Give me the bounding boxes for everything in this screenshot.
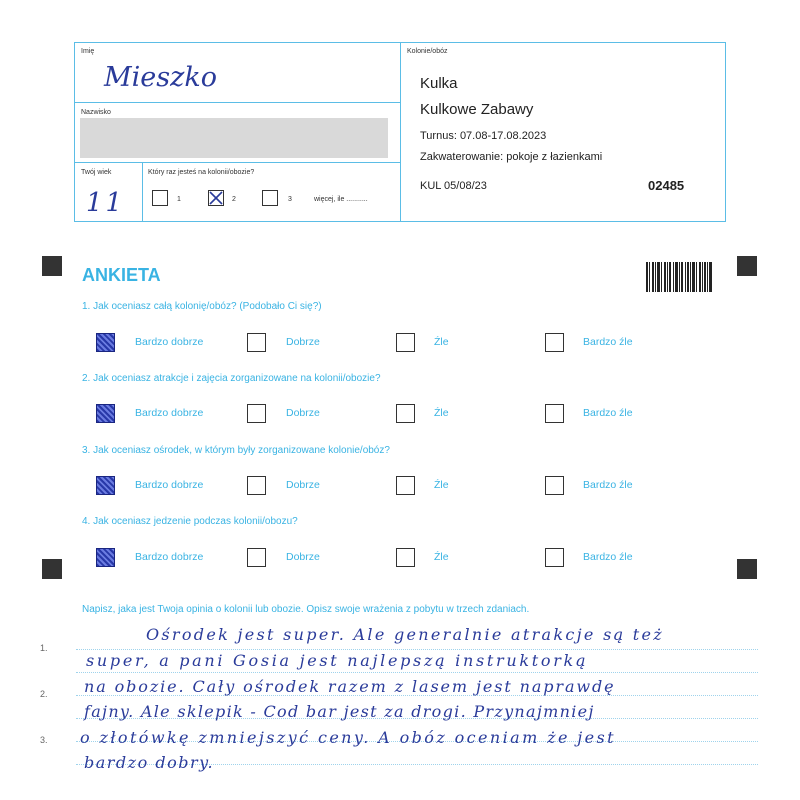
question-2: 2. Jak oceniasz atrakcje i zajęcia zorganizowane na kolonii/obozie? — [82, 373, 381, 384]
check-x-icon — [208, 190, 224, 206]
q4-option-dobrze-checkbox[interactable] — [247, 548, 266, 567]
q2-option-zle-checkbox[interactable] — [396, 404, 415, 423]
q3-option-bardzo-dobrze-label: Bardzo dobrze — [135, 479, 204, 491]
registration-mark — [737, 559, 757, 579]
wiek-value: 11 — [86, 188, 126, 218]
registration-mark — [42, 559, 62, 579]
visit-count-option-2: 2 — [232, 196, 236, 203]
turnus: Turnus: 07.08-17.08.2023 — [420, 130, 547, 142]
q2-option-zle-label: Źle — [434, 407, 449, 419]
q4-option-bardzo-zle-label: Bardzo źle — [583, 551, 633, 563]
handwritten-line-2: super, a pani Gosia jest najlepszą instruktorką — [86, 651, 589, 670]
handwritten-line-1: Ośrodek jest super. Ale generalnie atrakcje są też — [146, 625, 665, 644]
q2-option-bardzo-zle-checkbox[interactable] — [545, 404, 564, 423]
q1-option-bardzo-zle-checkbox[interactable] — [545, 333, 564, 352]
registration-mark — [737, 256, 757, 276]
writing-line — [76, 649, 758, 650]
divider — [142, 162, 143, 222]
question-4: 4. Jak oceniasz jedzenie podczas kolonii/obozu? — [82, 516, 298, 527]
q1-option-zle-label: Źle — [434, 336, 449, 348]
barcode-icon — [646, 262, 712, 292]
handwritten-line-4: fajny. Ale sklepik - Cod bar jest za drogi. Przynajmniej — [84, 702, 595, 721]
q2-option-bardzo-dobrze-checkbox[interactable] — [96, 404, 115, 423]
q4-option-bardzo-dobrze-label: Bardzo dobrze — [135, 551, 204, 563]
q2-option-dobrze-label: Dobrze — [286, 407, 320, 419]
camp-name: Kulka — [420, 75, 458, 92]
camp-subtitle: Kulkowe Zabawy — [420, 101, 534, 118]
handwritten-line-5: o złotówkę zmniejszyć ceny. A obóz oceniam że jest — [80, 728, 616, 747]
q1-option-dobrze-label: Dobrze — [286, 336, 320, 348]
q3-option-bardzo-zle-checkbox[interactable] — [545, 476, 564, 495]
ktory-raz-label: Który raz jesteś na kolonii/obozie? — [148, 169, 255, 176]
opinion-prompt: Napisz, jaka jest Twoja opinia o kolonii lub obozie. Opisz swoje wrażenia z pobytu w trzech zdaniach. — [82, 604, 530, 615]
q1-option-bardzo-zle-label: Bardzo źle — [583, 336, 633, 348]
imie-value: Mieszko — [104, 62, 217, 93]
zakwaterowanie: Zakwaterowanie: pokoje z łazienkami — [420, 151, 603, 163]
q1-option-zle-checkbox[interactable] — [396, 333, 415, 352]
form-number: 02485 — [648, 178, 685, 193]
line-number-2: 2. — [40, 689, 48, 699]
q4-option-bardzo-dobrze-checkbox[interactable] — [96, 548, 115, 567]
writing-line — [76, 672, 758, 673]
visit-count-checkbox-1[interactable] — [152, 190, 168, 206]
q2-option-bardzo-dobrze-label: Bardzo dobrze — [135, 407, 204, 419]
q1-option-bardzo-dobrze-checkbox[interactable] — [96, 333, 115, 352]
q3-option-bardzo-dobrze-checkbox[interactable] — [96, 476, 115, 495]
visit-count-option-1: 1 — [177, 196, 181, 203]
q3-option-zle-checkbox[interactable] — [396, 476, 415, 495]
q2-option-dobrze-checkbox[interactable] — [247, 404, 266, 423]
kolonie-label: Kolonie/obóz — [407, 48, 448, 55]
visit-count-option-3: 3 — [288, 196, 292, 203]
q4-option-zle-label: Źle — [434, 551, 449, 563]
camp-code: KUL 05/08/23 — [420, 180, 487, 192]
redacted-surname — [80, 118, 388, 158]
handwritten-line-6: bardzo dobry. — [84, 753, 215, 772]
handwritten-line-3: na obozie. Cały ośrodek razem z lasem jest naprawdę — [84, 677, 616, 696]
q4-option-bardzo-zle-checkbox[interactable] — [545, 548, 564, 567]
q4-option-zle-checkbox[interactable] — [396, 548, 415, 567]
nazwisko-label: Nazwisko — [81, 109, 111, 116]
survey-title: ANKIETA — [82, 265, 161, 285]
wiek-label: Twój wiek — [81, 169, 112, 176]
q3-option-bardzo-zle-label: Bardzo źle — [583, 479, 633, 491]
visit-count-checkbox-2[interactable] — [208, 190, 224, 206]
q3-option-zle-label: Źle — [434, 479, 449, 491]
line-number-1: 1. — [40, 643, 48, 653]
line-number-3: 3. — [40, 735, 48, 745]
question-3: 3. Jak oceniasz ośrodek, w którym były zorganizowane kolonie/obóz? — [82, 445, 390, 456]
divider — [400, 42, 401, 222]
question-1: 1. Jak oceniasz całą kolonię/obóz? (Podobało Ci się?) — [82, 301, 322, 312]
divider — [74, 162, 400, 163]
q1-option-bardzo-dobrze-label: Bardzo dobrze — [135, 336, 204, 348]
q1-option-dobrze-checkbox[interactable] — [247, 333, 266, 352]
imie-label: Imię — [81, 48, 95, 55]
q3-option-dobrze-checkbox[interactable] — [247, 476, 266, 495]
q4-option-dobrze-label: Dobrze — [286, 551, 320, 563]
wiecej-label: więcej, ile ........... — [314, 196, 368, 203]
registration-mark — [42, 256, 62, 276]
q2-option-bardzo-zle-label: Bardzo źle — [583, 407, 633, 419]
q3-option-dobrze-label: Dobrze — [286, 479, 320, 491]
visit-count-checkbox-3[interactable] — [262, 190, 278, 206]
divider — [74, 102, 400, 103]
